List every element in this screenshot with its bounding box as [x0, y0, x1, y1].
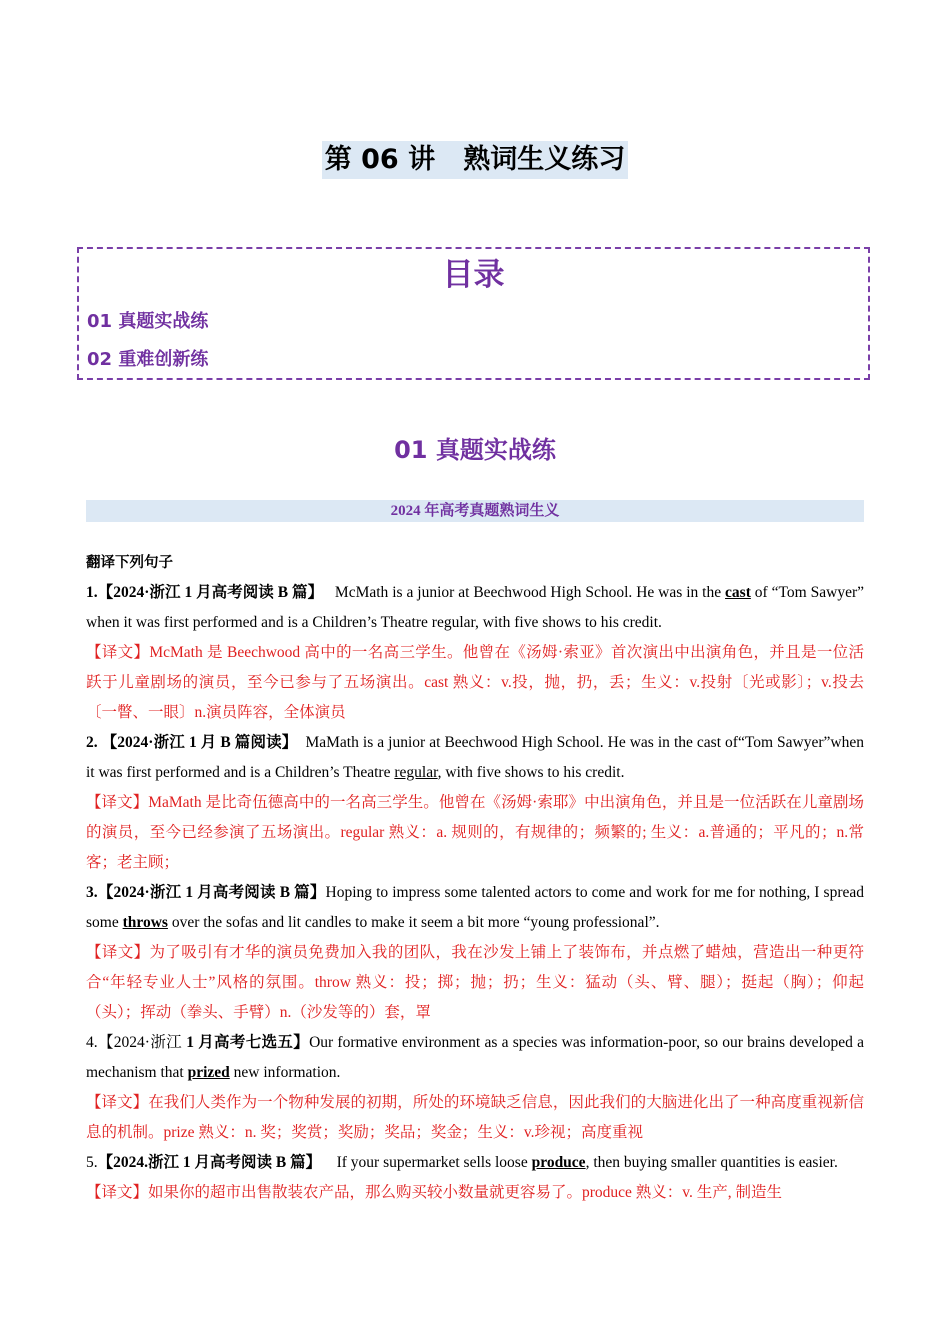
exercise-list	[86, 548, 864, 1208]
question-3	[86, 878, 864, 938]
sentence-end: new information.	[229, 1064, 341, 1081]
toc-item-2[interactable]: 02 重难创新练	[87, 349, 209, 370]
question-source-a: 【2024·浙江	[97, 1034, 187, 1051]
question-1	[86, 578, 864, 638]
question-5	[86, 1148, 864, 1178]
target-word: throws	[122, 914, 168, 931]
question-2	[86, 728, 864, 788]
toc-heading: 目录	[442, 257, 505, 293]
translation-5: 【译文】如果你的超市出售散装农产品，那么购买较小数量就更容易了。produce 熟义：v. 生产, 制造生	[86, 1184, 783, 1201]
sentence-start: Hoping to impress some talented actors to come and work for me for nothing, I spread some	[86, 884, 864, 931]
page-title: 第 06 讲 熟词生义练习	[322, 141, 628, 179]
target-word: cast	[725, 584, 751, 601]
instruction: 翻译下列句子	[86, 555, 173, 571]
target-word: regular	[394, 764, 438, 781]
table-of-contents	[77, 247, 870, 380]
toc-item-1[interactable]: 01 真题实战练	[87, 311, 209, 332]
question-number: 1.	[86, 584, 98, 601]
sentence-end: , with five shows to his credit.	[437, 764, 625, 781]
question-source: 【2024·浙江 1 月高考阅读 B 篇】	[97, 584, 324, 601]
sentence-start: Our formative environment as a species was information-poor, so our brains developed a mechanism that	[86, 1034, 864, 1081]
question-source-b: 1 月高考七选五】	[186, 1034, 310, 1051]
sentence-end: of “Tom Sawyer” when it was first performed and is a Children’s Theatre regular, with five shows to his credit.	[86, 584, 864, 631]
question-number: 2.	[86, 734, 98, 751]
sentence-start: McMath is a junior at Beechwood High School. He was in the	[334, 584, 726, 601]
translation-3: 【译文】为了吸引有才华的演员免费加入我的团队，我在沙发上铺上了装饰布，并点燃了蜡烛，营造出一种更符合“年轻专业人士”风格的氛围。throw 熟义：投；掷；抛；扔；生义：猛动（头、臂、腿）；挺起（胸）；仰起（头）；挥动（拳头、手臂）n.（沙发等的）套，罩	[86, 944, 864, 1021]
question-number: 4.	[86, 1034, 98, 1051]
sentence-start: MaMath is a junior at Beechwood High School. He was in the cast of“Tom Sawyer”when it was first performed and is a Children’s Theatre	[86, 734, 864, 781]
question-source: 【2024·浙江 1 月 B 篇阅读】	[101, 734, 298, 751]
translation-4: 【译文】在我们人类作为一个物种发展的初期，所处的环境缺乏信息，因此我们的大脑进化出了一种高度重视新信息的机制。prize 熟义：n. 奖；奖赏；奖励；奖品；奖金；生义：v.珍视；高度重视	[86, 1094, 864, 1141]
target-word: produce	[531, 1154, 586, 1171]
sentence-start: If your supermarket sells loose	[336, 1154, 532, 1171]
sentence-end: , then buying smaller quantities is easier.	[585, 1154, 838, 1171]
sentence-end: over the sofas and lit candles to make it seem a bit more “young professional”.	[167, 914, 660, 931]
question-number: 5.	[86, 1154, 98, 1171]
question-number: 3.	[86, 884, 98, 901]
question-4	[86, 1028, 864, 1088]
section-heading: 01 真题实战练	[394, 436, 556, 464]
question-source: 【2024·浙江 1 月高考阅读 B 篇】	[97, 884, 326, 901]
section-banner: 2024 年高考真题熟词生义	[86, 500, 864, 522]
target-word: prized	[187, 1064, 230, 1081]
translation-2: 【译文】MaMath 是比奇伍德高中的一名高三学生。他曾在《汤姆·索耶》中出演角色，并且是一位活跃在儿童剧场的演员，至今已经参演了五场演出。regular 熟义：a. 规则的，有规律的；频繁的; 生义：a.普通的；平凡的；n.常客；老主顾；	[86, 794, 864, 871]
translation-1: 【译文】McMath 是 Beechwood 高中的一名高三学生。他曾在《汤姆·索亚》首次演出中出演角色，并且是一位活跃于儿童剧场的演员，至今已参与了五场演出。cast 熟义：v.投，抛，扔，丢；生义：v.投射〔光或影〕；v.投去〔一瞥、一眼〕n.演员阵容，全体演员	[86, 644, 864, 721]
question-source: 【2024.浙江 1 月高考阅读 B 篇】	[97, 1154, 322, 1171]
